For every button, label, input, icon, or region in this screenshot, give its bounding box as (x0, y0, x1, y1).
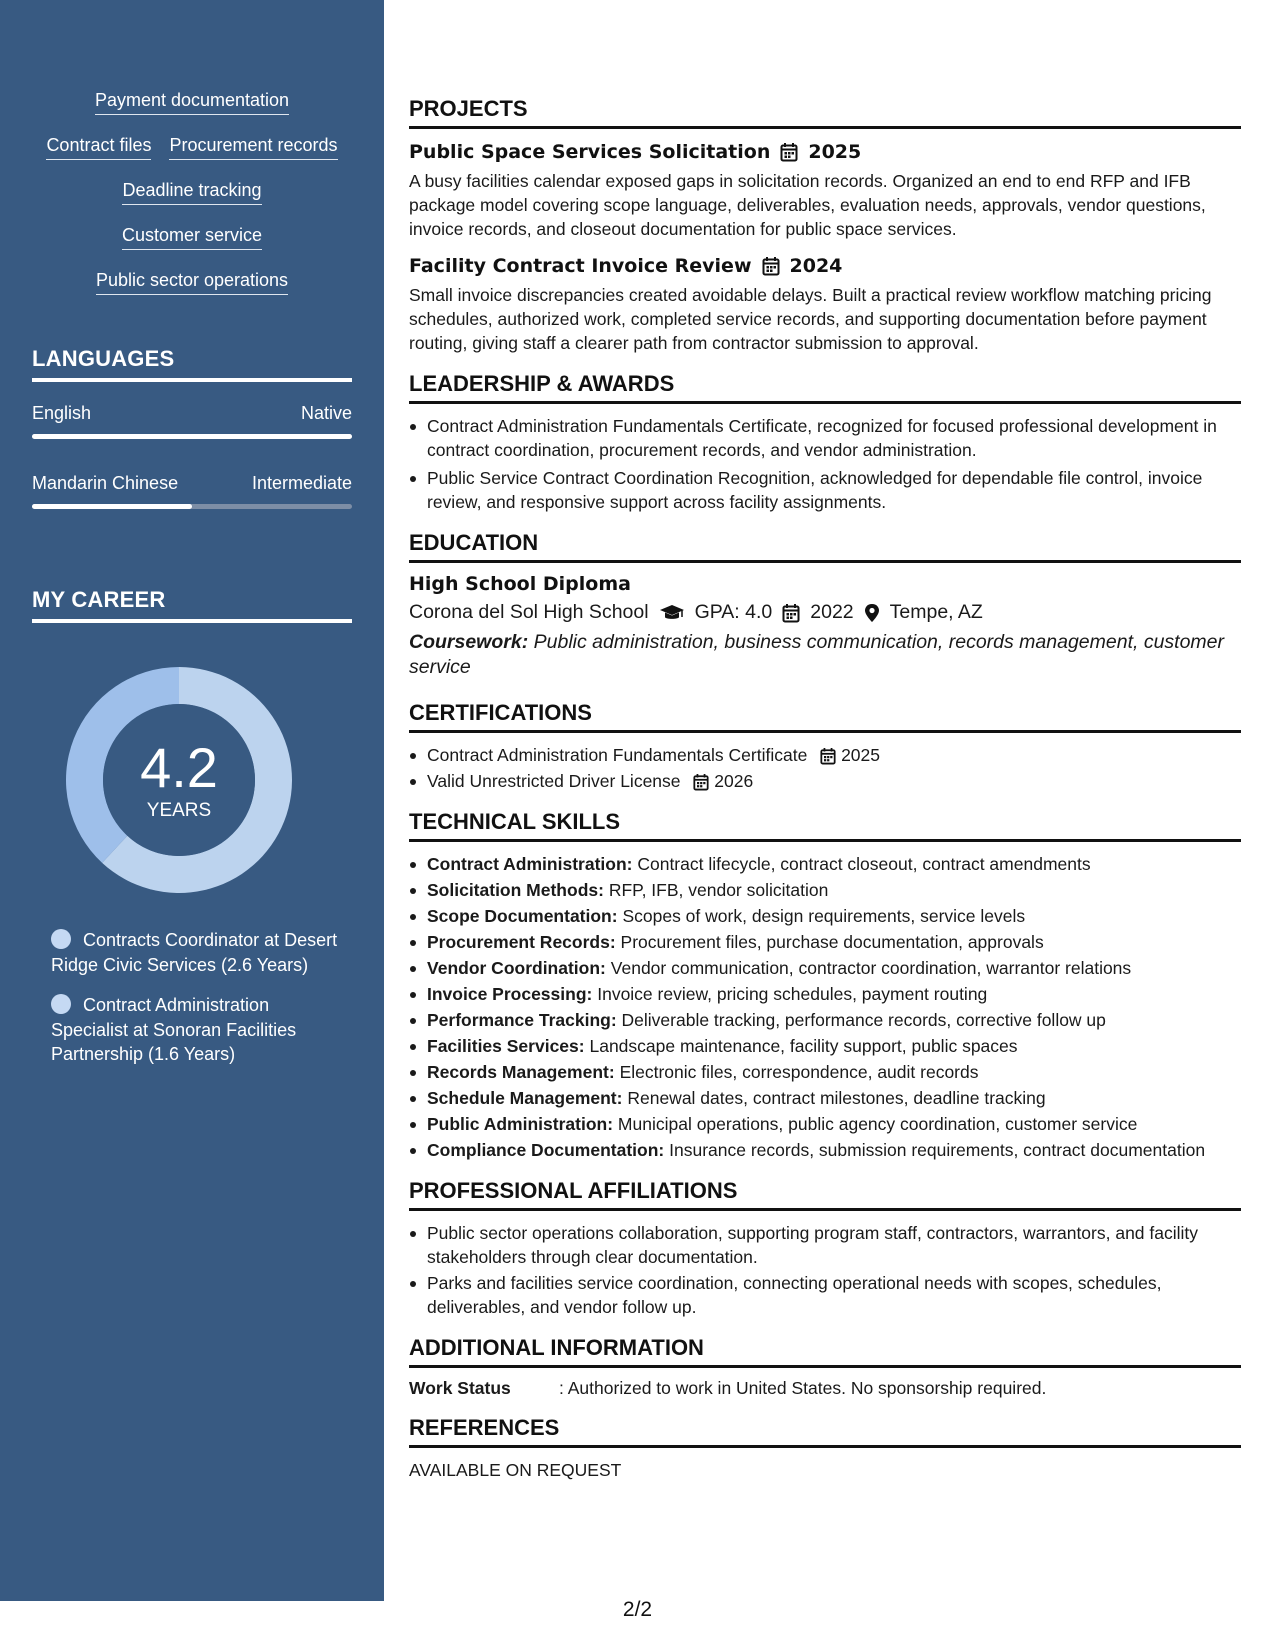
skill-tags (0, 88, 384, 313)
skill-text: Landscape maintenance, facility support, public spaces (589, 1036, 1018, 1056)
technical-skills-list (409, 852, 1241, 1162)
list-item (409, 1034, 1241, 1058)
location-pin-icon (864, 603, 880, 623)
skill-tag: Procurement records (169, 133, 337, 160)
page-number: 2/2 (622, 1598, 653, 1621)
references-heading: REFERENCES (409, 1415, 1241, 1448)
cert-name: Valid Unrestricted Driver License (427, 771, 681, 791)
skill-text: Electronic files, correspondence, audit records (619, 1062, 979, 1082)
skill-label: Scope Documentation: (427, 906, 618, 926)
calendar-icon (780, 142, 798, 162)
certifications-list (409, 743, 1241, 793)
list-item (409, 1086, 1241, 1110)
tag-row (0, 133, 384, 178)
tag-row (0, 268, 384, 313)
project-year: 2025 (808, 141, 862, 163)
list-item (409, 904, 1241, 928)
project-description: A busy facilities calendar exposed gaps in solicitation records. Organized an end to end RFP and IFB package model covering scope language, deliverables, evaluation needs, approvals, vendor questions, invoice records, and closeout documentation for public space services. (409, 171, 1206, 239)
skill-label: Contract Administration: (427, 854, 633, 874)
language-bar-fill (32, 504, 192, 509)
skill-tag: Payment documentation (95, 88, 289, 115)
skill-label: Public Administration: (427, 1114, 614, 1134)
language-level: Native (300, 403, 352, 423)
projects-heading: PROJECTS (409, 96, 1241, 129)
career-item (51, 928, 341, 977)
language-level: Intermediate (251, 473, 352, 493)
project-title (409, 141, 1241, 163)
skill-text: Scopes of work, design requirements, service levels (622, 906, 1026, 926)
sidebar (0, 0, 384, 1601)
skill-text: Insurance records, submission requirements, contract documentation (669, 1140, 1206, 1160)
language-name: Mandarin Chinese (32, 473, 179, 493)
languages-heading: LANGUAGES (32, 346, 352, 382)
coursework-label: Coursework: (409, 631, 529, 653)
cert-year: 2025 (841, 745, 880, 765)
skill-tag: Public sector operations (96, 268, 288, 295)
work-status-row (409, 1378, 1241, 1399)
leadership-list (409, 414, 1241, 514)
skill-text: Renewal dates, contract milestones, deadline tracking (627, 1088, 1046, 1108)
career-list (51, 928, 341, 1083)
skill-label: Vendor Coordination: (427, 958, 606, 978)
skill-label: Performance Tracking: (427, 1010, 617, 1030)
language-item (32, 473, 352, 509)
skill-text: Procurement files, purchase documentation, approvals (620, 932, 1044, 952)
skill-text: Vendor communication, contractor coordination, warrantor relations (610, 958, 1132, 978)
career-total-unit: YEARS (146, 800, 212, 821)
work-status-label: Work Status (409, 1378, 511, 1398)
skill-tag: Contract files (46, 133, 151, 160)
coursework (409, 630, 1241, 680)
list-item: Parks and facilities service coordination, connecting operational needs with scopes, schedules, deliverables, and vendor follow up. (409, 1271, 1241, 1319)
bullet-dot-icon (51, 929, 71, 949)
school-name: Corona del Sol High School (409, 601, 649, 623)
language-bar (32, 504, 352, 509)
skill-text: RFP, IFB, vendor solicitation (608, 880, 829, 900)
education-details (409, 601, 1241, 624)
bullet-dot-icon (51, 994, 71, 1014)
list-item: Public sector operations collaboration, supporting program staff, contractors, warrantors, and facility stakeholders through clear documentation. (409, 1221, 1241, 1269)
skill-tag: Deadline tracking (122, 178, 261, 205)
degree-title: High School Diploma (409, 573, 631, 595)
career-item-text: Contracts Coordinator at Desert Ridge Civic Services (2.6 Years) (51, 930, 338, 975)
graduation-cap-icon (659, 604, 685, 622)
skill-text: Municipal operations, public agency coordination, customer service (617, 1114, 1138, 1134)
career-item (51, 993, 341, 1067)
project-description: Small invoice discrepancies created avoidable delays. Built a practical review workflow matching pricing schedules, authorized work, completed service records, and supporting documentation before payment routing, giving staff a clearer path from contractor submission to approval. (409, 285, 1212, 353)
list-item (409, 930, 1241, 954)
skill-label: Solicitation Methods: (427, 880, 604, 900)
project-title (409, 255, 1241, 277)
list-item (409, 743, 1241, 767)
list-item: Contract Administration Fundamentals Certificate, recognized for focused professional development in contract coordination, procurement records, and vendor administration. (409, 414, 1241, 462)
graduation-year: 2022 (810, 601, 854, 623)
skill-label: Schedule Management: (427, 1088, 623, 1108)
skill-text: Invoice review, pricing schedules, payment routing (597, 984, 988, 1004)
career-total-value: 4.2 (140, 736, 218, 799)
technical-skills-heading: TECHNICAL SKILLS (409, 809, 1241, 842)
coursework-text: Public administration, business communication, records management, customer service (409, 631, 1225, 678)
career-item-text: Contract Administration Specialist at Sonoran Facilities Partnership (1.6 Years) (51, 995, 297, 1064)
project-name: Facility Contract Invoice Review (409, 255, 752, 277)
language-name: English (32, 403, 92, 423)
career-heading: MY CAREER (32, 587, 352, 623)
calendar-icon (762, 256, 780, 276)
leadership-heading: LEADERSHIP & AWARDS (409, 371, 1241, 404)
school-location: Tempe, AZ (889, 601, 983, 623)
skill-label: Invoice Processing: (427, 984, 593, 1004)
work-status-value: : Authorized to work in United States. No sponsorship required. (559, 1378, 1047, 1398)
skill-tag: Customer service (122, 223, 262, 250)
affiliations-heading: PROFESSIONAL AFFILIATIONS (409, 1178, 1241, 1211)
references-text: AVAILABLE ON REQUEST (409, 1460, 622, 1480)
career-donut-chart (66, 667, 292, 893)
list-item (409, 1138, 1241, 1162)
list-item (409, 1008, 1241, 1032)
list-item (409, 878, 1241, 902)
cert-year: 2026 (714, 771, 754, 791)
calendar-icon (693, 773, 709, 791)
skill-label: Compliance Documentation: (427, 1140, 665, 1160)
list-item (409, 852, 1241, 876)
calendar-icon (782, 603, 800, 623)
project-year: 2024 (789, 255, 843, 277)
skill-text: Contract lifecycle, contract closeout, contract amendments (637, 854, 1091, 874)
tag-row (0, 178, 384, 223)
language-bar-fill (32, 434, 352, 439)
affiliations-list (409, 1221, 1241, 1319)
language-bar (32, 434, 352, 439)
main-content (409, 96, 1241, 1482)
additional-info-heading: ADDITIONAL INFORMATION (409, 1335, 1241, 1368)
certifications-heading: CERTIFICATIONS (409, 700, 1241, 733)
skill-text: Deliverable tracking, performance records, corrective follow up (621, 1010, 1106, 1030)
cert-name: Contract Administration Fundamentals Certificate (427, 745, 808, 765)
language-item (32, 403, 352, 439)
list-item: Public Service Contract Coordination Recognition, acknowledged for dependable file control, invoice review, and responsive support across facility assignments. (409, 466, 1241, 514)
list-item (409, 956, 1241, 980)
list-item (409, 982, 1241, 1006)
skill-label: Procurement Records: (427, 932, 616, 952)
list-item (409, 1112, 1241, 1136)
donut-label (66, 667, 292, 893)
list-item (409, 769, 1241, 793)
list-item (409, 1060, 1241, 1084)
calendar-icon (820, 747, 836, 765)
gpa: GPA: 4.0 (694, 601, 773, 623)
skill-label: Facilities Services: (427, 1036, 585, 1056)
education-heading: EDUCATION (409, 530, 1241, 563)
project-name: Public Space Services Solicitation (409, 141, 771, 163)
skill-label: Records Management: (427, 1062, 615, 1082)
tag-row (0, 223, 384, 268)
tag-row (0, 88, 384, 133)
